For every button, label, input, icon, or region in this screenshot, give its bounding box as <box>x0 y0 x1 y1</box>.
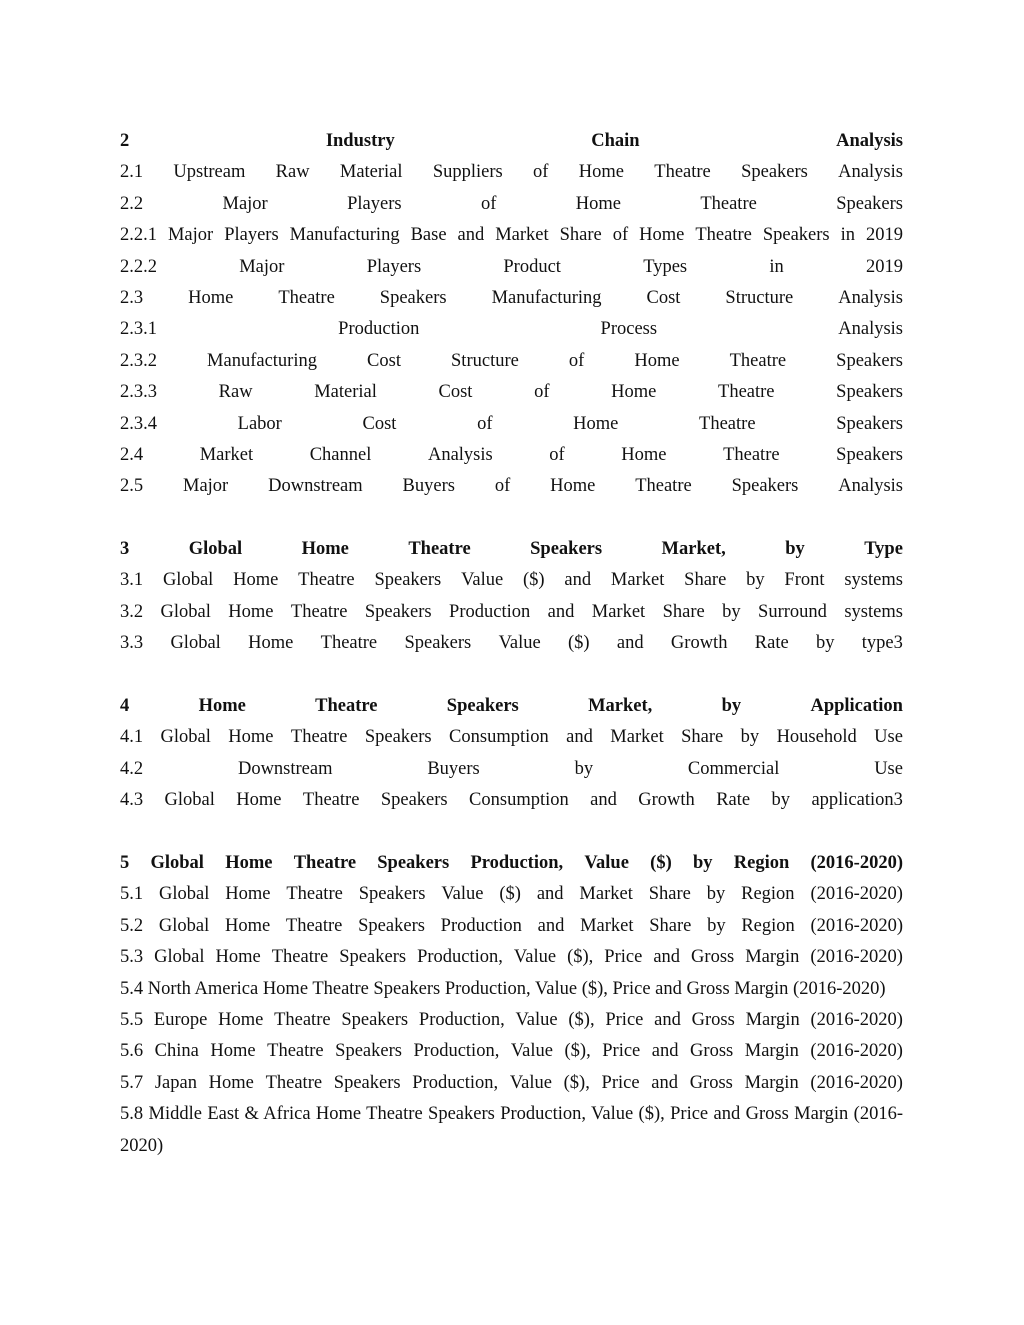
toc-entry: 5.7 Japan Home Theatre Speakers Production, Value ($), Price and Gross Margin (2016-2020) <box>120 1072 903 1093</box>
toc-entry: 5.3 Global Home Theatre Speakers Production, Value ($), Price and Gross Margin (2016-2020) <box>120 947 903 968</box>
section-gap <box>120 817 903 848</box>
toc-entry: 2.3.2 Manufacturing Cost Structure of Home Theatre Speakers <box>120 350 903 371</box>
section-heading: 2 Industry Chain Analysis <box>120 131 903 151</box>
toc-entry: 2.3.4 Labor Cost of Home Theatre Speakers <box>120 413 903 434</box>
toc-entry: 2.5 Major Downstream Buyers of Home Theatre Speakers Analysis <box>120 476 903 497</box>
toc-entry: 5.8 Middle East & Africa Home Theatre Speakers Production, Value ($), Price and Gross Margin (2016-2020) <box>120 1104 903 1156</box>
toc-entry: 2.2.2 Major Players Product Types in 2019 <box>120 256 903 277</box>
toc-entry: 5.1 Global Home Theatre Speakers Value ($) and Market Share by Region (2016-2020) <box>120 884 903 905</box>
section-heading: 5 Global Home Theatre Speakers Production, Value ($) by Region (2016-2020) <box>120 852 903 873</box>
toc-entry: 3.3 Global Home Theatre Speakers Value ($) and Growth Rate by type3 <box>120 633 903 654</box>
toc-entry: 2.3.1 Production Process Analysis <box>120 319 903 340</box>
section-heading: 4 Home Theatre Speakers Market, by Application <box>120 696 903 717</box>
toc-entry: 2.4 Market Channel Analysis of Home Theatre Speakers <box>120 444 903 465</box>
section-gap <box>120 660 903 691</box>
section-gap <box>120 503 903 534</box>
toc-entry: 4.1 Global Home Theatre Speakers Consumption and Market Share by Household Use <box>120 727 903 748</box>
document-page <box>120 126 903 1162</box>
toc-entry: 5.6 China Home Theatre Speakers Production, Value ($), Price and Gross Margin (2016-2020) <box>120 1041 903 1062</box>
toc-entry: 4.2 Downstream Buyers by Commercial Use <box>120 758 903 779</box>
toc-entry: 2.1 Upstream Raw Material Suppliers of Home Theatre Speakers Analysis <box>120 162 903 183</box>
toc-entry: 2.3.3 Raw Material Cost of Home Theatre Speakers <box>120 382 903 403</box>
toc-entry: 5.2 Global Home Theatre Speakers Production and Market Share by Region (2016-2020) <box>120 915 903 936</box>
toc-entry: 4.3 Global Home Theatre Speakers Consumption and Growth Rate by application3 <box>120 790 903 811</box>
toc-entry: 2.2 Major Players of Home Theatre Speakers <box>120 193 903 214</box>
toc-entry: 2.2.1 Major Players Manufacturing Base and Market Share of Home Theatre Speakers in 2019 <box>120 225 903 246</box>
toc-entry: 5.4 North America Home Theatre Speakers Production, Value ($), Price and Gross Margin (2016-2020) <box>120 978 886 999</box>
toc-entry: 3.1 Global Home Theatre Speakers Value ($) and Market Share by Front systems <box>120 570 903 591</box>
section-heading: 3 Global Home Theatre Speakers Market, by Type <box>120 539 903 560</box>
toc-entry: 2.3 Home Theatre Speakers Manufacturing Cost Structure Analysis <box>120 287 903 308</box>
toc-entry: 3.2 Global Home Theatre Speakers Production and Market Share by Surround systems <box>120 601 903 622</box>
toc-entry: 5.5 Europe Home Theatre Speakers Production, Value ($), Price and Gross Margin (2016-2020) <box>120 1009 903 1030</box>
